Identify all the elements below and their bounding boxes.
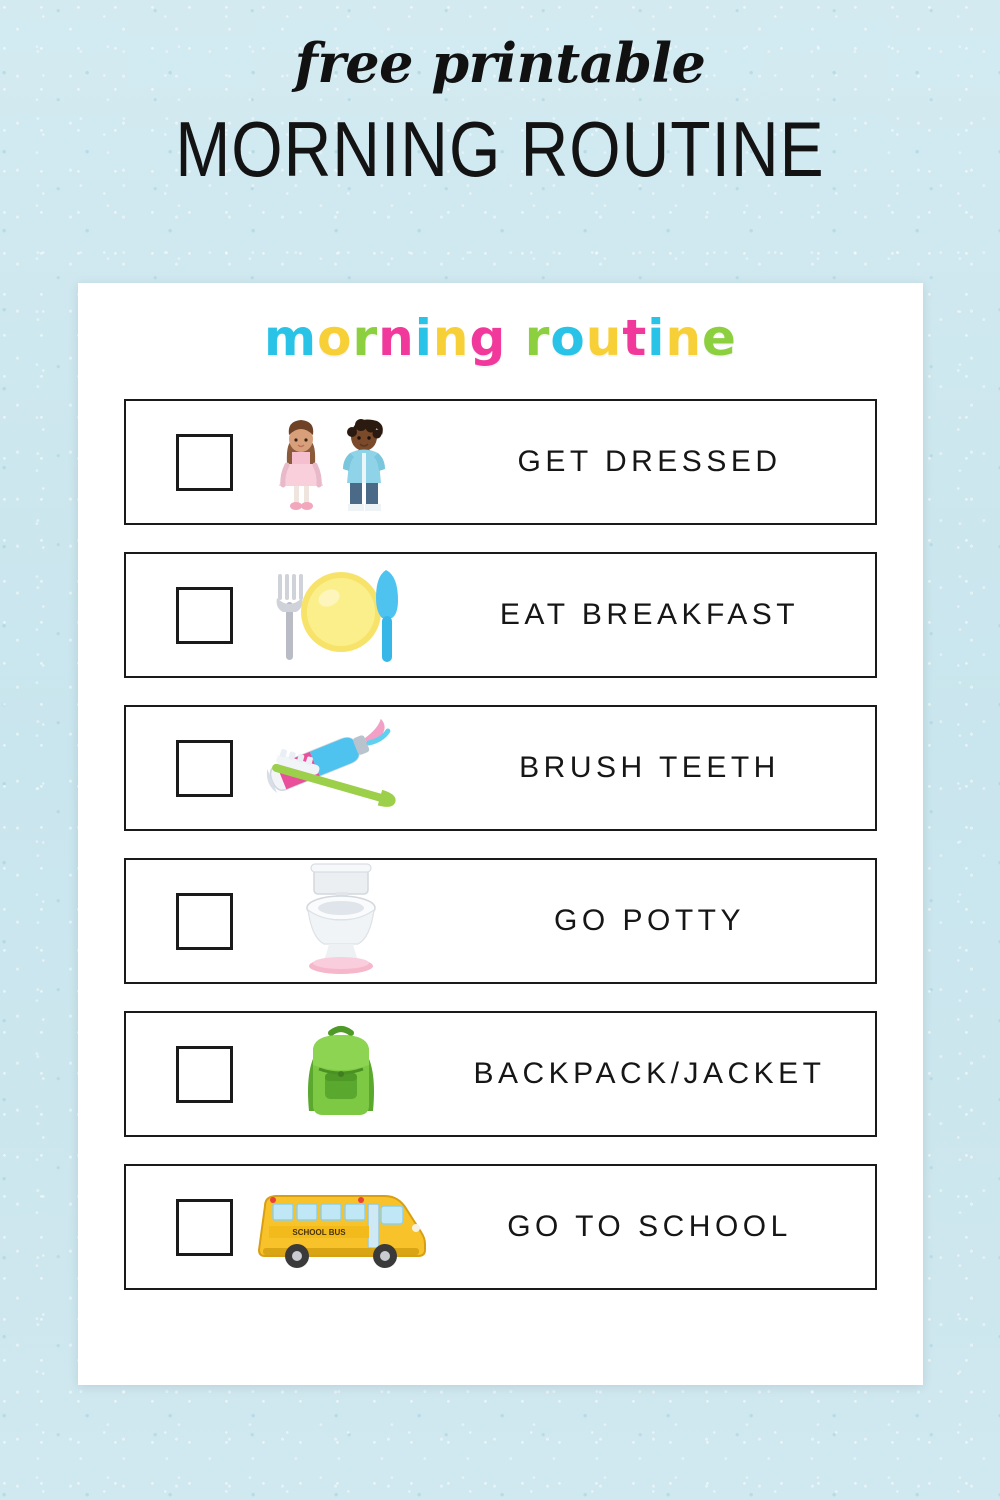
svg-text:SCHOOL BUS: SCHOOL BUS — [292, 1227, 346, 1237]
checkbox[interactable] — [176, 740, 233, 797]
sheet-title-letter — [506, 313, 524, 363]
list-item[interactable] — [124, 399, 877, 525]
sheet-title-letter: t — [622, 309, 648, 367]
checkbox[interactable] — [176, 434, 233, 491]
sheet-title-letter: g — [469, 309, 507, 367]
checkbox[interactable] — [176, 1199, 233, 1256]
school-bus-icon — [233, 1166, 448, 1288]
list-item-label: GO TO SCHOOL — [507, 1210, 792, 1243]
sheet-title-letter: i — [647, 309, 666, 367]
checkbox[interactable] — [176, 587, 233, 644]
checkbox[interactable] — [176, 893, 233, 950]
list-item-label: BACKPACK/JACKET — [473, 1057, 826, 1090]
sheet-title-letter: o — [317, 309, 353, 367]
routine-list — [78, 399, 923, 1290]
kids-dressed-icon — [233, 401, 448, 523]
sheet-title-letter: e — [702, 309, 737, 367]
plate-fork-knife-icon — [233, 554, 448, 676]
sheet-title — [78, 309, 923, 367]
list-item-label: EAT BREAKFAST — [499, 598, 800, 631]
list-item[interactable] — [124, 858, 877, 984]
list-item[interactable] — [124, 552, 877, 678]
sheet-title-letter: n — [665, 309, 703, 367]
backpack-icon — [233, 1013, 448, 1135]
sheet-title-letter: u — [585, 309, 623, 367]
sheet-title-letter: r — [524, 309, 551, 367]
sheet-title-letter: n — [378, 309, 415, 367]
page-title: MORNING ROUTINE — [175, 105, 825, 193]
sheet-title-letter: i — [414, 309, 433, 367]
printable-sheet — [78, 283, 923, 1385]
list-item-label: GET DRESSED — [517, 445, 782, 478]
list-item-label: BRUSH TEETH — [519, 751, 780, 784]
sheet-title-letter: r — [352, 309, 379, 367]
header-script-line: free printable — [294, 31, 706, 95]
page-header — [0, 31, 1000, 193]
sheet-title-letter: m — [264, 309, 318, 367]
toilet-icon — [233, 860, 448, 982]
checkbox[interactable] — [176, 1046, 233, 1103]
list-item[interactable] — [124, 1011, 877, 1137]
sheet-title-letter: n — [432, 309, 470, 367]
list-item[interactable] — [124, 705, 877, 831]
list-item-label: GO POTTY — [553, 904, 745, 937]
list-item[interactable] — [124, 1164, 877, 1290]
toothbrush-toothpaste-icon — [233, 707, 448, 829]
sheet-title-letter: o — [550, 309, 586, 367]
